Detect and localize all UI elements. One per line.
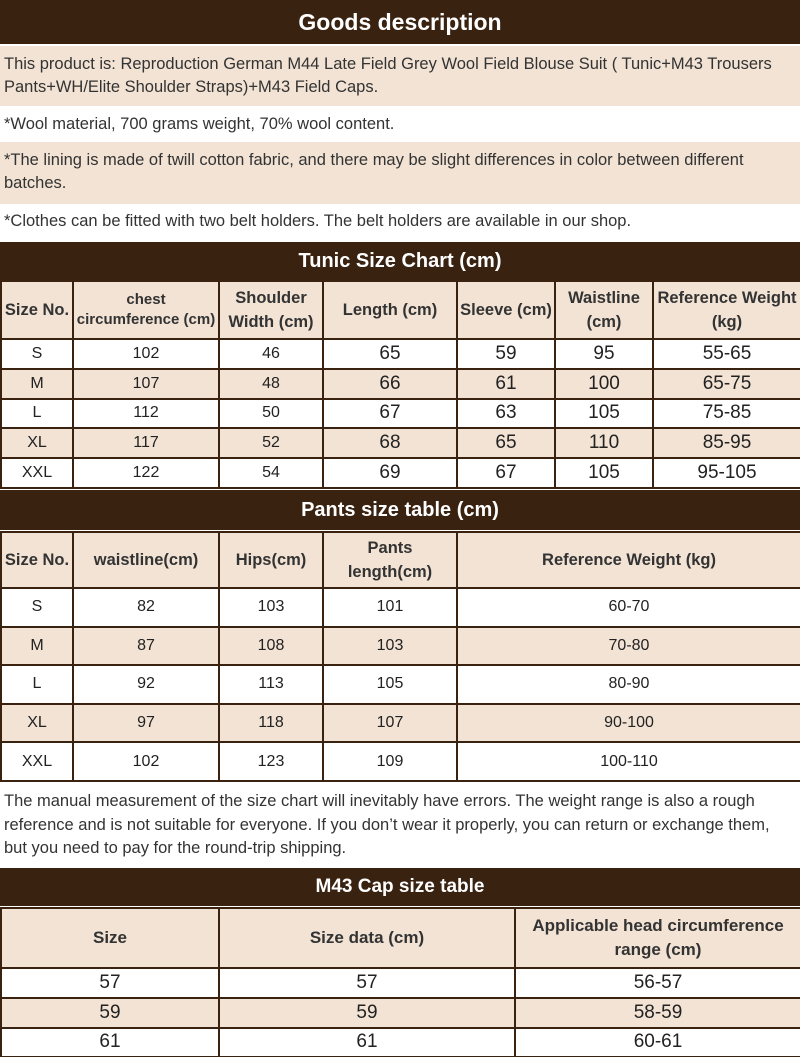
- table-row: [1, 742, 800, 781]
- product-description: This product is: Reproduction German M44 Late Field Grey Wool Field Blouse Suit ( Tunic+M43 Trousers Pants+WH/Elite Shoulder Straps)+M43 Field Caps.: [0, 46, 800, 106]
- table-cell: XL: [1, 428, 73, 458]
- table-cell: L: [1, 665, 73, 704]
- column-header: Reference Weight (kg): [457, 532, 800, 588]
- table-cell: 118: [219, 704, 323, 743]
- table-cell: 117: [73, 428, 219, 458]
- table-cell: 95-105: [653, 458, 800, 488]
- column-header: Size No.: [1, 532, 73, 588]
- pants-size-table-header: Pants size table (cm): [0, 490, 800, 530]
- table-cell: 105: [555, 399, 653, 429]
- table-cell: 97: [73, 704, 219, 743]
- table-row: [1, 339, 800, 369]
- table-cell: 60-61: [515, 1028, 800, 1057]
- table-cell: 60-70: [457, 588, 800, 627]
- table-cell: 103: [219, 588, 323, 627]
- table-cell: 67: [323, 399, 457, 429]
- table-cell: 50: [219, 399, 323, 429]
- table-cell: 92: [73, 665, 219, 704]
- column-header: Size No.: [1, 281, 73, 339]
- column-header: Pants length(cm): [323, 532, 457, 588]
- column-header: Applicable head circumference range (cm): [515, 908, 800, 968]
- table-cell: 100: [555, 369, 653, 399]
- table-cell: XL: [1, 704, 73, 743]
- table-cell: 61: [219, 1028, 515, 1057]
- belt-holder-note: *Clothes can be fitted with two belt holders. The belt holders are available in our shop.: [0, 206, 800, 238]
- table-cell: 110: [555, 428, 653, 458]
- table-cell: 102: [73, 742, 219, 781]
- column-header: waistline(cm): [73, 532, 219, 588]
- table-row: [1, 458, 800, 488]
- table-cell: 108: [219, 627, 323, 666]
- table-cell: XXL: [1, 458, 73, 488]
- table-cell: 59: [457, 339, 555, 369]
- table-cell: 55-65: [653, 339, 800, 369]
- tunic-size-table: [0, 280, 800, 489]
- table-cell: M: [1, 369, 73, 399]
- table-cell: S: [1, 588, 73, 627]
- table-row: [1, 369, 800, 399]
- column-header: Size: [1, 908, 219, 968]
- table-row: [1, 399, 800, 429]
- table-cell: 105: [555, 458, 653, 488]
- table-cell: 85-95: [653, 428, 800, 458]
- table-cell: 101: [323, 588, 457, 627]
- table-cell: 75-85: [653, 399, 800, 429]
- table-cell: 107: [323, 704, 457, 743]
- table-cell: 63: [457, 399, 555, 429]
- column-header: Waistline (cm): [555, 281, 653, 339]
- cap-size-table-header: M43 Cap size table: [0, 868, 800, 906]
- table-cell: 68: [323, 428, 457, 458]
- table-cell: 103: [323, 627, 457, 666]
- table-cell: 61: [1, 1028, 219, 1057]
- table-cell: 70-80: [457, 627, 800, 666]
- table-cell: 109: [323, 742, 457, 781]
- table-row: [1, 428, 800, 458]
- table-cell: L: [1, 399, 73, 429]
- table-cell: 59: [1, 998, 219, 1028]
- table-row: [1, 998, 800, 1028]
- table-cell: 66: [323, 369, 457, 399]
- table-cell: 56-57: [515, 968, 800, 998]
- pants-size-table: [0, 531, 800, 782]
- table-cell: 65: [457, 428, 555, 458]
- table-row: [1, 627, 800, 666]
- column-header: Length (cm): [323, 281, 457, 339]
- table-cell: 58-59: [515, 998, 800, 1028]
- table-cell: 46: [219, 339, 323, 369]
- column-header: Shoulder Width (cm): [219, 281, 323, 339]
- material-note: *Wool material, 700 grams weight, 70% wool content.: [0, 108, 800, 140]
- table-header-row: [1, 532, 800, 588]
- table-cell: 48: [219, 369, 323, 399]
- column-header: Sleeve (cm): [457, 281, 555, 339]
- table-cell: 57: [219, 968, 515, 998]
- table-row: [1, 665, 800, 704]
- table-cell: M: [1, 627, 73, 666]
- table-cell: 54: [219, 458, 323, 488]
- cap-size-table: [0, 907, 800, 1057]
- goods-description-header: Goods description: [0, 0, 800, 44]
- table-row: [1, 1028, 800, 1057]
- table-row: [1, 704, 800, 743]
- table-cell: S: [1, 339, 73, 369]
- column-header: Size data (cm): [219, 908, 515, 968]
- table-header-row: [1, 908, 800, 968]
- table-cell: 65: [323, 339, 457, 369]
- table-cell: 87: [73, 627, 219, 666]
- table-cell: 90-100: [457, 704, 800, 743]
- table-cell: 102: [73, 339, 219, 369]
- table-cell: 112: [73, 399, 219, 429]
- table-cell: 61: [457, 369, 555, 399]
- table-cell: XXL: [1, 742, 73, 781]
- table-cell: 95: [555, 339, 653, 369]
- table-header-row: [1, 281, 800, 339]
- column-header: Hips(cm): [219, 532, 323, 588]
- column-header: Reference Weight (kg): [653, 281, 800, 339]
- table-cell: 59: [219, 998, 515, 1028]
- table-cell: 80-90: [457, 665, 800, 704]
- table-cell: 67: [457, 458, 555, 488]
- table-cell: 82: [73, 588, 219, 627]
- table-cell: 107: [73, 369, 219, 399]
- table-cell: 69: [323, 458, 457, 488]
- table-cell: 65-75: [653, 369, 800, 399]
- table-cell: 52: [219, 428, 323, 458]
- table-cell: 100-110: [457, 742, 800, 781]
- table-row: [1, 588, 800, 627]
- table-cell: 123: [219, 742, 323, 781]
- table-cell: 105: [323, 665, 457, 704]
- lining-note: *The lining is made of twill cotton fabric, and there may be slight differences in color between different batches.: [0, 142, 800, 204]
- table-cell: 57: [1, 968, 219, 998]
- table-row: [1, 968, 800, 998]
- measurement-disclaimer: The manual measurement of the size chart will inevitably have errors. The weight range is also a rough reference and is not suitable for everyone. If you don’t wear it properly, you can return or exchange them, but you need to pay for the round-trip shipping.: [0, 784, 800, 864]
- tunic-size-chart-header: Tunic Size Chart (cm): [0, 242, 800, 280]
- table-cell: 113: [219, 665, 323, 704]
- column-header: chest circumference (cm): [73, 281, 219, 339]
- table-cell: 122: [73, 458, 219, 488]
